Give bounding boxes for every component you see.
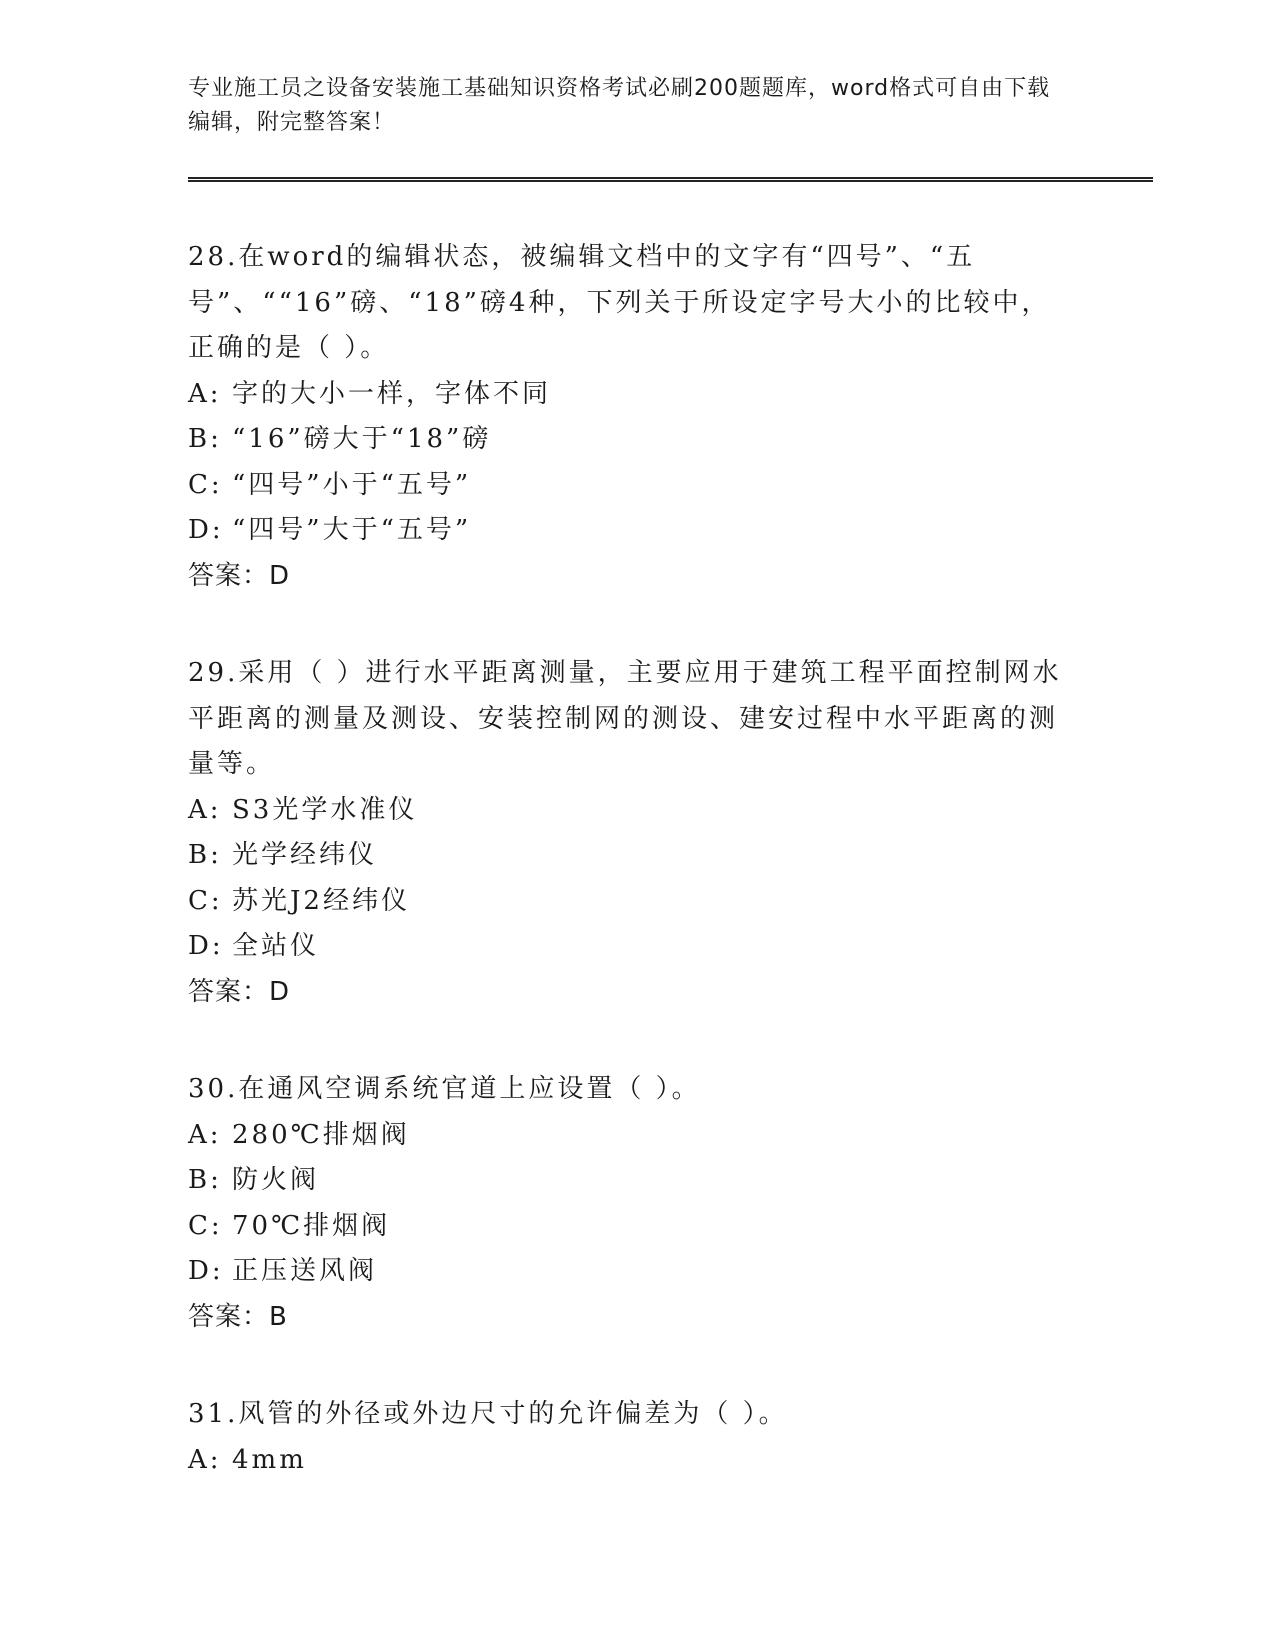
option-letter: D: — [188, 931, 224, 961]
option-d — [188, 1249, 1068, 1295]
question-stem: 29.采用（ ）进行水平距离测量，主要应用于建筑工程平面控制网水平距离的测量及测设、安装控制网的测设、建安过程中水平距离的测量等。 — [188, 658, 1062, 779]
option-letter: D: — [188, 1256, 224, 1286]
option-a — [188, 372, 1068, 418]
option-text: “四号”大于“五号” — [232, 515, 472, 545]
option-letter: A: — [188, 1119, 222, 1150]
option-text: 280℃排烟阀 — [232, 1119, 410, 1150]
option-a — [188, 1113, 1068, 1159]
question-28 — [188, 235, 1068, 599]
question-30 — [188, 1067, 1068, 1340]
answer-line: 答案：B — [188, 1301, 288, 1332]
option-b — [188, 1158, 1068, 1204]
option-d — [188, 508, 1068, 554]
question-31 — [188, 1392, 1068, 1483]
option-text: 防火阀 — [232, 1165, 320, 1195]
option-text: 字的大小一样，字体不同 — [232, 378, 552, 409]
option-c — [188, 463, 1068, 509]
option-text: 正压送风阀 — [232, 1256, 378, 1286]
option-text: 全站仪 — [232, 931, 320, 961]
option-text: “四号”小于“五号” — [232, 469, 472, 500]
document-header: 专业施工员之设备安装施工基础知识资格考试必刷200题题库，word格式可自由下载编辑，附完整答案！ — [188, 76, 1051, 135]
option-text: 70℃排烟阀 — [232, 1210, 391, 1241]
option-text: “16”磅大于“18”磅 — [232, 424, 492, 454]
header-divider — [188, 177, 1153, 182]
answer-line: 答案：D — [188, 976, 291, 1007]
option-text: 光学经纬仪 — [232, 840, 378, 870]
question-29 — [188, 651, 1068, 1015]
option-b — [188, 417, 1068, 463]
option-a — [188, 1438, 1068, 1484]
question-stem: 30.在通风空调系统官道上应设置（ ）。 — [188, 1074, 701, 1104]
option-text: S3光学水准仪 — [232, 794, 418, 825]
option-letter: C: — [188, 1210, 223, 1241]
option-b — [188, 833, 1068, 879]
option-a — [188, 788, 1068, 834]
option-letter: D: — [188, 515, 224, 545]
option-letter: B: — [188, 840, 222, 870]
option-text: 苏光J2经纬仪 — [232, 885, 410, 916]
option-letter: B: — [188, 1165, 222, 1195]
question-list — [188, 235, 1068, 1535]
question-stem: 28.在word的编辑状态，被编辑文档中的文字有“四号”、“五号”、““16”磅、“18”磅4种，下列关于所设定字号大小的比较中，正确的是（ ）。 — [188, 242, 1051, 363]
answer-line: 答案：D — [188, 560, 291, 591]
option-c — [188, 879, 1068, 925]
option-letter: B: — [188, 424, 222, 454]
option-letter: A: — [188, 1444, 222, 1475]
question-stem: 31.风管的外径或外边尺寸的允许偏差为（ ）。 — [188, 1399, 788, 1429]
option-letter: A: — [188, 378, 222, 409]
option-c — [188, 1204, 1068, 1250]
option-d — [188, 924, 1068, 970]
option-letter: C: — [188, 469, 223, 500]
option-letter: C: — [188, 885, 223, 916]
option-text: 4mm — [232, 1444, 307, 1475]
option-letter: A: — [188, 794, 222, 825]
